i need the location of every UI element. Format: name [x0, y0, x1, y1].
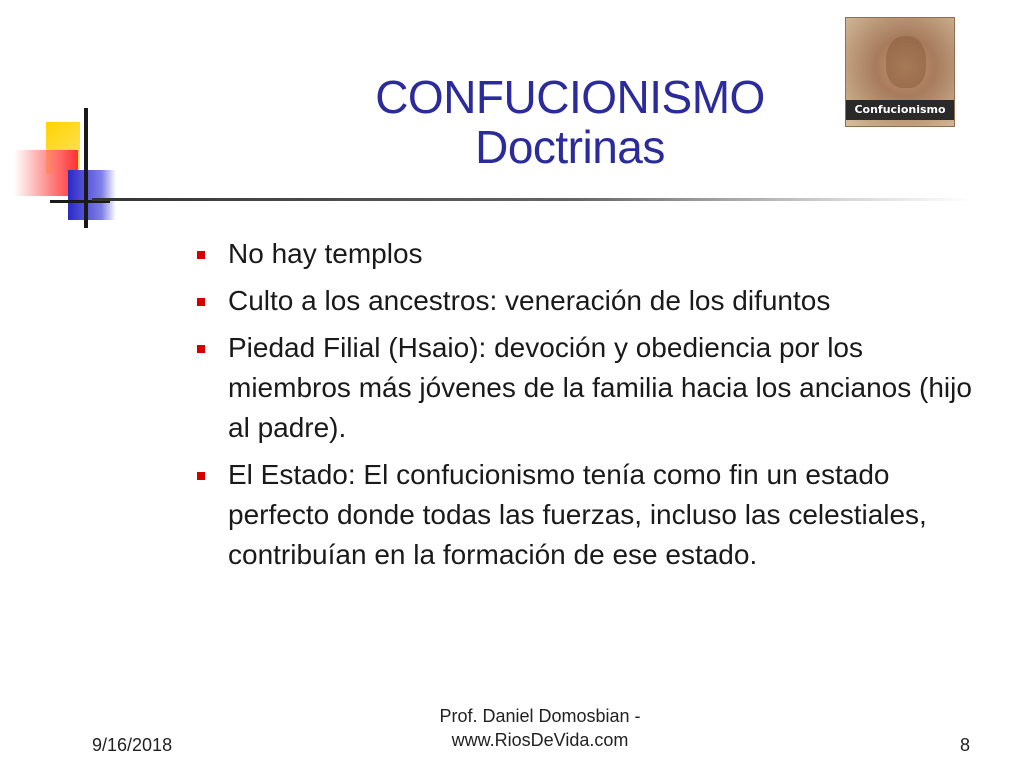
- vertical-line: [84, 108, 88, 228]
- confucius-portrait-image: [845, 17, 955, 127]
- bullet-list: [190, 234, 990, 582]
- portrait-face: [886, 36, 926, 88]
- bullet-text: El Estado: El confucionismo tenía como fin un estado perfecto donde todas las fuerzas, incluso las celestiales, contribuían en la formación de ese estado.: [228, 459, 927, 570]
- page-number: 8: [959, 735, 970, 755]
- footer-author-line-2: www.RiosDeVida.com: [451, 730, 629, 750]
- bullet-item: [190, 455, 990, 575]
- bullet-icon: [197, 298, 205, 306]
- title-line-2: Doctrinas: [475, 121, 665, 173]
- title-divider: [92, 198, 972, 201]
- bullet-icon: [197, 345, 205, 353]
- portrait-label: Confucionismo: [846, 100, 954, 120]
- title-line-1: CONFUCIONISMO: [375, 71, 765, 123]
- slide-title: [330, 72, 810, 172]
- footer-author: [400, 704, 680, 752]
- bullet-icon: [197, 251, 205, 259]
- bullet-text: No hay templos: [228, 238, 423, 269]
- bullet-item: [190, 234, 990, 274]
- decorative-blocks: [0, 0, 200, 240]
- footer-author-line-1: Prof. Daniel Domosbian -: [439, 706, 641, 726]
- blue-block: [68, 170, 116, 220]
- bullet-icon: [197, 472, 205, 480]
- footer-date: 9/16/2018: [92, 735, 173, 755]
- bullet-text: Culto a los ancestros: veneración de los difuntos: [228, 285, 831, 316]
- bullet-item: [190, 328, 990, 448]
- bullet-text: Piedad Filial (Hsaio): devoción y obediencia por los miembros más jóvenes de la familia hacia los ancianos (hijo al padre).: [228, 332, 972, 443]
- bullet-item: [190, 281, 990, 321]
